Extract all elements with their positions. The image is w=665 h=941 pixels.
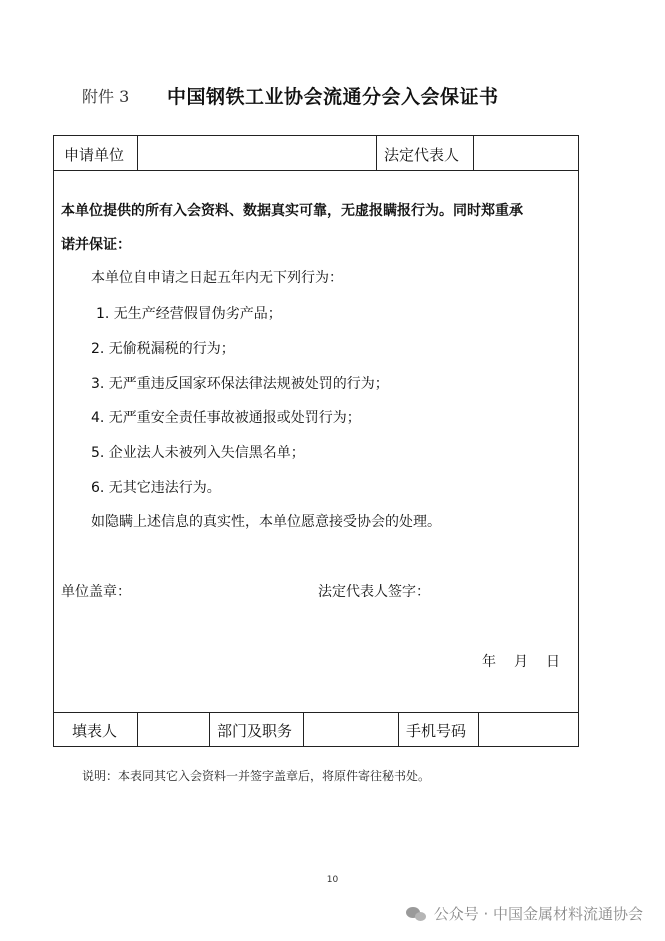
page-number: 10 [326,875,339,885]
col-divider [398,712,399,747]
row-divider-top [54,170,578,171]
document-title: 中国钢铁工业协会流通分会入会保证书 [167,86,499,108]
signature-label: 法定代表人签字： [318,584,430,600]
col-divider [376,136,377,170]
applicant-label: 申请单位 [64,146,125,164]
phone-field[interactable] [479,713,579,747]
watermark [406,903,643,924]
list-item: 4. 无严重安全责任事故被通报或处罚行为； [91,410,361,426]
list-item: 2. 无偷税漏税的行为； [91,341,235,357]
applicant-field[interactable] [138,136,376,170]
attachment-label: 附件 3 [82,87,130,106]
seal-label: 单位盖章： [61,584,131,600]
guarantee-form [53,135,579,747]
dept-field[interactable] [304,713,398,747]
statement-line-2: 诺并保证： [61,237,131,253]
title-row [0,82,665,110]
watermark-text: 公众号 · 中国金属材料流通协会 [433,905,643,923]
filler-field[interactable] [138,713,209,747]
phone-label: 手机号码 [406,722,467,740]
legal-rep-field[interactable] [474,136,579,170]
dept-label: 部门及职务 [217,722,293,740]
list-item: 6. 无其它违法行为。 [91,480,221,496]
list-item: 3. 无严重违反国家环保法律法规被处罚的行为； [91,376,389,392]
intro-line: 本单位自申请之日起五年内无下列行为： [91,270,343,286]
col-divider [209,712,210,747]
filler-label: 填表人 [72,722,118,740]
statement-line-1: 本单位提供的所有入会资料、数据真实可靠，无虚报瞒报行为。同时郑重承 [61,203,523,219]
legal-rep-label: 法定代表人 [384,146,460,164]
list-item: 1. 无生产经营假冒伪劣产品； [96,306,282,322]
closing-line: 如隐瞒上述信息的真实性，本单位愿意接受协会的处理。 [91,514,441,530]
list-item: 5. 企业法人未被列入失信黑名单； [91,445,305,461]
footnote: 说明：本表同其它入会资料一并签字盖章后，将原件寄往秘书处。 [82,769,431,783]
wechat-icon [406,906,428,922]
date-label: 年 月 日 [482,654,562,670]
